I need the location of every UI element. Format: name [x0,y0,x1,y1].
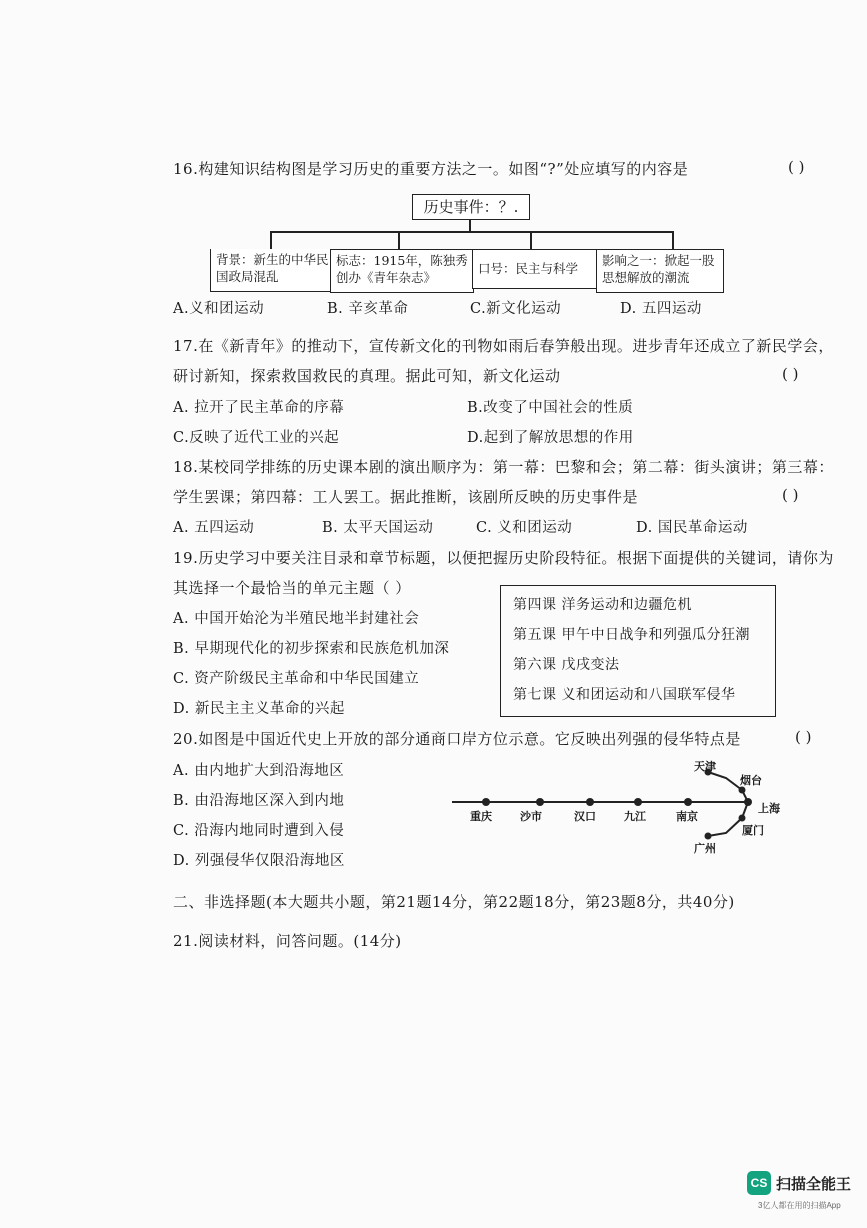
port-label-guangzhou: 广州 [694,842,716,855]
q18-option-b[interactable]: B. 太平天国运动 [322,520,434,536]
port-dot-jiujiang [634,798,642,806]
port-label-nanjing: 南京 [676,810,698,823]
q16-option-d[interactable]: D. 五四运动 [620,301,702,317]
port-label-tianjin: 天津 [694,760,716,773]
watermark-tagline: 3亿人都在用的扫描App [758,1201,841,1210]
port-dot-nanjing [684,798,692,806]
q19-option-d[interactable]: D. 新民主主义革命的兴起 [173,701,345,717]
port-dot-hankou [586,798,594,806]
q20-option-b[interactable]: B. 由沿海地区深入到内地 [173,793,345,809]
keyword-lesson-7: 第七课 义和团运动和八国联军侵华 [513,687,736,703]
q19-option-a[interactable]: A. 中国开始沦为半殖民地半封建社会 [173,611,420,627]
q17-stem-line2: 研讨新知，探索救国救民的真理。据此可知，新文化运动 [173,367,561,385]
scanner-watermark [747,1171,851,1195]
q20-option-c[interactable]: C. 沿海内地同时遭到入侵 [173,823,345,839]
q16-option-a[interactable]: A.义和团运动 [173,301,265,317]
q19-stem-line1: 19.历史学习中要关注目录和章节标题，以便把握历史阶段特征。根据下面提供的关键词，请你为 [173,549,834,567]
q16-option-c[interactable]: C.新文化运动 [470,301,562,317]
q20-option-d[interactable]: D. 列强侵华仅限沿海地区 [173,853,345,869]
diagram-background-box: 背景：新生的中华民国政局混乱 [210,249,335,292]
q18-option-a[interactable]: A. 五四运动 [173,520,255,536]
section2-heading: 二、非选择题(本大题共小题，第21题14分，第22题18分，第23题8分，共40分) [173,893,735,911]
keyword-lesson-5: 第五课 甲午中日战争和列强瓜分狂潮 [513,627,750,643]
port-dot-guangzhou [705,833,712,840]
diagram-influence-box: 影响之一：掀起一股思想解放的潮流 [596,249,724,293]
q20-option-a[interactable]: A. 由内地扩大到沿海地区 [173,763,345,779]
q17-option-b[interactable]: B.改变了中国社会的性质 [467,400,634,416]
q18-stem-line2: 学生罢课；第四幕：工人罢工。据此推断，该剧所反映的历史事件是 [173,488,639,506]
port-label-shanghai: 上海 [758,802,780,815]
port-label-hankou: 汉口 [574,810,596,823]
diagram-slogan-box: 口号：民主与科学 [472,249,598,289]
q19-option-c[interactable]: C. 资产阶级民主革命和中华民国建立 [173,671,420,687]
watermark-app-name: 扫描全能王 [776,1175,852,1193]
keyword-lesson-4: 第四课 洋务运动和边疆危机 [513,597,692,613]
port-label-shashi: 沙市 [520,810,542,823]
q20-stem: 20.如图是中国近代史上开放的部分通商口岸方位示意。它反映出列强的侵华特点是 [173,730,741,748]
diagram-top-box: 历史事件：？. [412,194,530,220]
q20-answer-paren: ( ) [795,728,812,746]
q17-option-d[interactable]: D.起到了解放思想的作用 [467,430,634,446]
port-label-yantai: 烟台 [740,774,762,787]
camscanner-logo-icon: CS [747,1171,771,1195]
q18-option-d[interactable]: D. 国民革命运动 [636,520,748,536]
q18-option-c[interactable]: C. 义和团运动 [476,520,573,536]
port-dot-chongqing [482,798,490,806]
diagram-sign-box: 标志：1915年，陈独秀创办《青年杂志》 [330,249,474,293]
q19-stem-line2: 其选择一个最恰当的单元主题（ ） [173,579,411,597]
q16-stem: 16.构建知识结构图是学习历史的重要方法之一。如图“?”处应填写的内容是 [173,160,689,178]
q17-option-a[interactable]: A. 拉开了民主革命的序幕 [173,400,345,416]
q19-option-b[interactable]: B. 早期现代化的初步探索和民族危机加深 [173,641,450,657]
q16-option-b[interactable]: B. 辛亥革命 [327,301,409,317]
port-label-jiujiang: 九江 [624,810,646,823]
q18-stem-line1: 18.某校同学排练的历史课本剧的演出顺序为：第一幕：巴黎和会；第二幕：街头演讲；第三幕： [173,458,834,476]
port-label-chongqing: 重庆 [470,810,492,823]
q18-answer-paren: ( ) [782,486,799,504]
port-dot-xiamen [739,815,746,822]
port-dot-shashi [536,798,544,806]
port-label-xiamen: 厦门 [742,824,764,837]
keyword-lesson-6: 第六课 戊戌变法 [513,657,620,673]
q21-stem: 21.阅读材料，问答问题。(14分) [173,932,402,950]
q16-answer-paren: ( ) [788,158,805,176]
q17-answer-paren: ( ) [782,365,799,383]
q17-option-c[interactable]: C.反映了近代工业的兴起 [173,430,340,446]
q17-stem-line1: 17.在《新青年》的推动下，宣传新文化的刊物如雨后春笋般出现。进步青年还成立了新民学会， [173,337,834,355]
port-dot-shanghai [744,798,752,806]
